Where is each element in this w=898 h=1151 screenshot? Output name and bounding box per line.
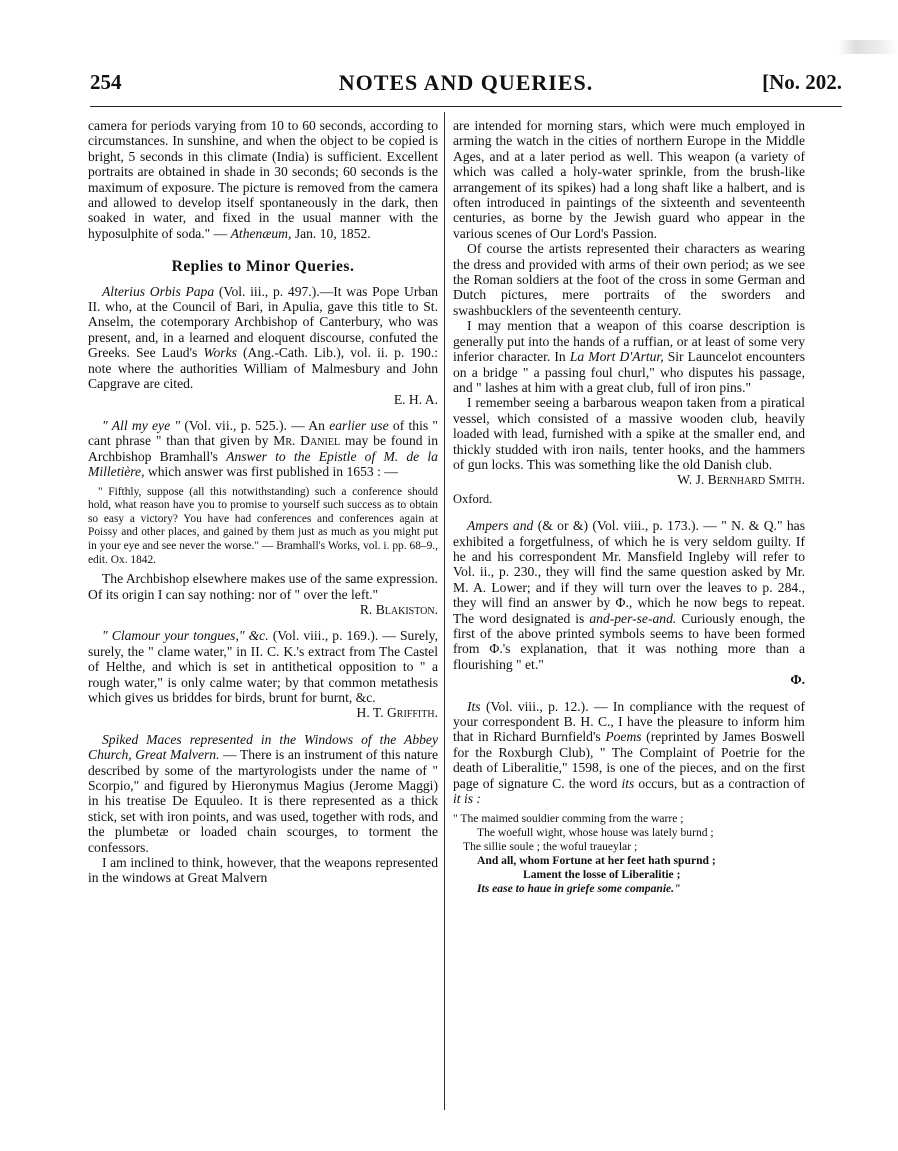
signature-smith: W. J. Bernhard Smith. — [677, 472, 805, 488]
signature-eha: E. H. A. — [393, 391, 438, 407]
issue-number: [No. 202. — [762, 70, 842, 94]
paragraph-coarse-weapon: I may mention that a weapon of this coarse description is generally put into the hands of a ruffian, or at least of some very inferior character. In La Mort D'Artur, Sir Launcelot encounters on a bridge " a passing foul churl," who disputes his passage, and " lashes at him with a great club, full of iron pins." — [453, 318, 805, 395]
section-heading: Replies to Minor Queries. — [171, 258, 355, 276]
poem-line: " The maimed souldier comming from the warre ; — [453, 812, 684, 826]
entry-ampers-and: Ampers and (& or &) (Vol. viii., p. 173.). — " N. & Q." has exhibited a forgetfulness, of which he is very seldom guilty. If he and his correspondent Mr. Mansfield Ingleby will refer to Vol. ii., p. 230., they will find the same question asked by Mr. M. A. Lower; and if they will turn over the leaves to p. 284., they will find an answer by Φ., which he now begs to repeat. The word designated is and-per-se-and. Curiously enough, the first of the above printed symbols seems to have been formed from Φ.'s explanation, that it was nothing more than a flourishing " et." — [453, 518, 805, 672]
right-column — [453, 118, 805, 896]
page-number: 254 — [90, 70, 122, 94]
entry-all-my-eye: " All my eye " (Vol. vii., p. 525.). — An earlier use of this " cant phrase " than that given by Mr. Daniel may be found in Archbishop Bramhall's Answer to the Epistle of M. de la Milletière, which answer was first published in 1653 : — — [88, 417, 438, 480]
column-divider — [444, 112, 445, 1110]
journal-title: NOTES AND QUERIES. — [338, 70, 594, 95]
signature-phi: Φ. — [790, 672, 805, 688]
quote-bramhall: " Fifthly, suppose (all this notwithstanding) such a conference should hold, what reason have you to promise to yourself such success as to obtain so easy a victory? You have had conferences and conferences again at Poissy and other places, and gained by them just as much as you might put in your eye and see never the worse." — Bramhall's Works, vol. i. pp. 68–9., edit. Ox. 1842. — [88, 485, 438, 566]
paragraph-artists: Of course the artists represented their characters as wearing the dress and provided with arms of their own period; as we see the Roman soldiers at the foot of the cross in some German and Dutch pictures, mere portraits of the sworders and swashbucklers of the seventeenth century. — [453, 241, 805, 318]
paragraph-morning-stars: are intended for morning stars, which were much employed in arming the watch in the cities of northern Europe in the Middle Ages, and at a later period as well. This weapon (a variety of which was called a holy-water sprinkle, from the brush-like arrangement of its spikes) had a long shaft like a halbert, and is often introduced in paintings of the sixteenth and seventeenth centuries, as borne by the Jewish guard who appear in the various scenes of Our Lord's Passion. — [453, 118, 805, 241]
signature-griffith: H. T. Griffith. — [356, 705, 438, 721]
entry-spiked-maces: Spiked Maces represented in the Windows of the Abbey Church, Great Malvern. — There is an instrument of this nature described by some of the martyrologists under the name of " Scorpio," and figured by Hieronymus Magius (Jerome Maggi) in his treatise De Equuleo. It is there represented as a thick stick, set with iron points, and was used, together with rods, and the plumbetæ or loaded chain scourges, to torment the confessors. — [88, 731, 438, 855]
page-header — [90, 70, 842, 104]
signature-blakiston: R. Blakiston. — [359, 601, 438, 617]
poem-line: The sillie soule ; the woful traueylar ; — [463, 840, 638, 854]
entry-alterius: Alterius Orbis Papa (Vol. iii., p. 497.).—It was Pope Urban II. who, at the Council of Bari, in Apulia, gave this title to St. Anselm, the cotemporary Archbishop of Canterbury, who was present, and, in a learned and eloquent discourse, confuted the Greeks. See Laud's Works (Ang.-Cath. Lib.), vol. ii. p. 190.: note where the authorities William of Malmesbury and John Capgrave are cited. — [88, 283, 438, 392]
poem-line: The woefull wight, whose house was lately burnd ; — [477, 826, 714, 840]
header-rule — [90, 106, 842, 107]
left-column — [88, 118, 438, 886]
paragraph-inclined: I am inclined to think, however, that the weapons represented in the windows at Great Malvern — [88, 855, 438, 886]
paragraph-camera: camera for periods varying from 10 to 60 seconds, according to circumstances. In sunshine, and when the object to be copied is bright, 5 seconds in this climate (India) is sufficient. Excellent portraits are obtained in shade in 30 seconds; 60 seconds is the maximum of exposure. The picture is removed from the camera and allowed to develop itself spontaneously in the dark, then soaked in water, and fixed in the usual manner with the hyposulphite of soda." — Athenæum, Jan. 10, 1852. — [88, 118, 438, 241]
poem-line: And all, whom Fortune at her feet hath spurnd ; — [477, 854, 716, 868]
paragraph-archbishop: The Archbishop elsewhere makes use of the same expression. Of its origin I can say nothing: nor of " over the left." — [88, 571, 438, 602]
poem-line: Lament the losse of Liberalitie ; — [523, 868, 681, 882]
poem-quote — [453, 812, 805, 896]
place-oxford: Oxford. — [453, 491, 493, 506]
page-edge-shadow — [838, 40, 898, 54]
entry-clamour: " Clamour your tongues," &c. (Vol. viii., p. 169.). — Surely, surely, the " clame water," in II. C. K.'s extract from The Castel of Helthe, and which is set in antithetical opposition to " a rough water," is only calme water; by that common metathesis which gives us briddes for birds, brunt for burnt, &c. — [88, 628, 438, 705]
paragraph-pirate-club: I remember seeing a barbarous weapon taken from a piratical vessel, which consisted of a massive wooden club, heavily loaded with lead, furnished with a spike at the smaller end, and thickly studded with iron nails, tenter hooks, and the hammers of gun locks. This was something like the old Danish club. — [453, 395, 805, 472]
poem-line: Its ease to haue in griefe some companie." — [477, 882, 681, 896]
entry-its: Its (Vol. viii., p. 12.). — In compliance with the request of your correspondent B. H. C., I have the pleasure to inform him that in Richard Burnfield's Poems (reprinted by James Boswell for the Roxburgh Club), " The Complaint of Poetrie for the death of Liberalitie," 1598, is one of the pieces, and on the first page of signature C. the word its occurs, but as a contraction of it is : — [453, 698, 806, 807]
